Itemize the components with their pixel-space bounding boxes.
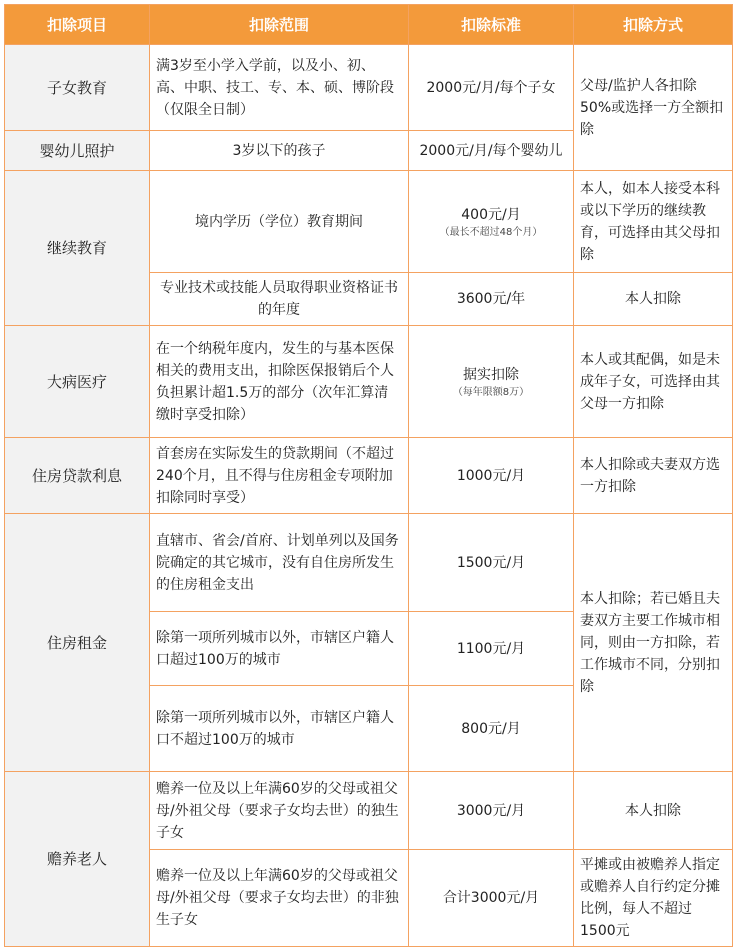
- standard-cont-edu-1-note: （最长不超过48个月）: [439, 226, 543, 238]
- standard-elderly-1: 3000元/月: [409, 772, 574, 850]
- scope-rent-1: 直辖市、省会/首府、计划单列以及国务院确定的其它城市，没有自住房所发生的住房租金支出: [150, 514, 409, 612]
- header-standard: 扣除标准: [409, 5, 574, 45]
- table-row: [5, 326, 733, 438]
- scope-elderly-2: 赡养一位及以上年满60岁的父母或祖父母/外祖父母（要求子女均去世）的非独生子女: [150, 850, 409, 947]
- scope-medical: 在一个纳税年度内，发生的与基本医保相关的费用支出，扣除医保报销后个人负担累计超1.5万的部分（次年汇算清缴时享受扣除）: [150, 326, 409, 438]
- table-row: [5, 171, 733, 273]
- deduction-table-wrapper: [4, 4, 732, 939]
- item-child-edu: 子女教育: [5, 45, 150, 131]
- scope-mortgage: 首套房在实际发生的贷款期间（不超过240个月，且不得与住房租金专项附加扣除同时享受）: [150, 438, 409, 514]
- header-row: [5, 5, 733, 45]
- method-cont-edu-1: 本人，如本人接受本科或以下学历的继续教育，可选择由其父母扣除: [574, 171, 733, 273]
- table-row: [5, 514, 733, 612]
- standard-infant-care: 2000元/月/每个婴幼儿: [409, 131, 574, 171]
- item-mortgage: 住房贷款利息: [5, 438, 150, 514]
- method-medical: 本人或其配偶，如是未成年子女，可选择由其父母一方扣除: [574, 326, 733, 438]
- table-row: [5, 45, 733, 131]
- scope-child-edu: 满3岁至小学入学前，以及小、初、高、中职、技工、专、本、硕、博阶段（仅限全日制）: [150, 45, 409, 131]
- item-rent: 住房租金: [5, 514, 150, 772]
- standard-cont-edu-2: 3600元/年: [409, 273, 574, 326]
- scope-cont-edu-1: 境内学历（学位）教育期间: [150, 171, 409, 273]
- method-cont-edu-2: 本人扣除: [574, 273, 733, 326]
- header-item: 扣除项目: [5, 5, 150, 45]
- scope-infant-care: 3岁以下的孩子: [150, 131, 409, 171]
- scope-cont-edu-2: 专业技术或技能人员取得职业资格证书的年度: [150, 273, 409, 326]
- scope-elderly-1: 赡养一位及以上年满60岁的父母或祖父母/外祖父母（要求子女均去世）的独生子女: [150, 772, 409, 850]
- item-cont-edu: 继续教育: [5, 171, 150, 326]
- method-elderly-1: 本人扣除: [574, 772, 733, 850]
- method-child-edu: 父母/监护人各扣除50%或选择一方全额扣除: [574, 45, 733, 171]
- standard-medical: 据实扣除: [463, 366, 519, 383]
- standard-cont-edu-1: 400元/月: [461, 206, 521, 223]
- method-rent: 本人扣除；若已婚且夫妻双方主要工作城市相同，则由一方扣除，若工作城市不同，分别扣除: [574, 514, 733, 772]
- standard-mortgage: 1000元/月: [409, 438, 574, 514]
- method-mortgage: 本人扣除或夫妻双方选一方扣除: [574, 438, 733, 514]
- header-scope: 扣除范围: [150, 5, 409, 45]
- scope-rent-3: 除第一项所列城市以外，市辖区户籍人口不超过100万的城市: [150, 686, 409, 772]
- scope-rent-2: 除第一项所列城市以外，市辖区户籍人口超过100万的城市: [150, 612, 409, 686]
- standard-elderly-2: 合计3000元/月: [409, 850, 574, 947]
- standard-child-edu: 2000元/月/每个子女: [409, 45, 574, 131]
- standard-medical-cell: [409, 326, 574, 438]
- header-method: 扣除方式: [574, 5, 733, 45]
- standard-cont-edu-1-cell: [409, 171, 574, 273]
- standard-rent-2: 1100元/月: [409, 612, 574, 686]
- item-elderly: 赡养老人: [5, 772, 150, 947]
- item-medical: 大病医疗: [5, 326, 150, 438]
- deduction-table: [4, 4, 733, 947]
- table-row: [5, 438, 733, 514]
- table-row: [5, 772, 733, 850]
- standard-medical-note: （每年限额8万）: [452, 386, 530, 398]
- item-infant-care: 婴幼儿照护: [5, 131, 150, 171]
- method-elderly-2: 平摊或由被赡养人指定或赡养人自行约定分摊比例，每人不超过1500元: [574, 850, 733, 947]
- standard-rent-1: 1500元/月: [409, 514, 574, 612]
- standard-rent-3: 800元/月: [409, 686, 574, 772]
